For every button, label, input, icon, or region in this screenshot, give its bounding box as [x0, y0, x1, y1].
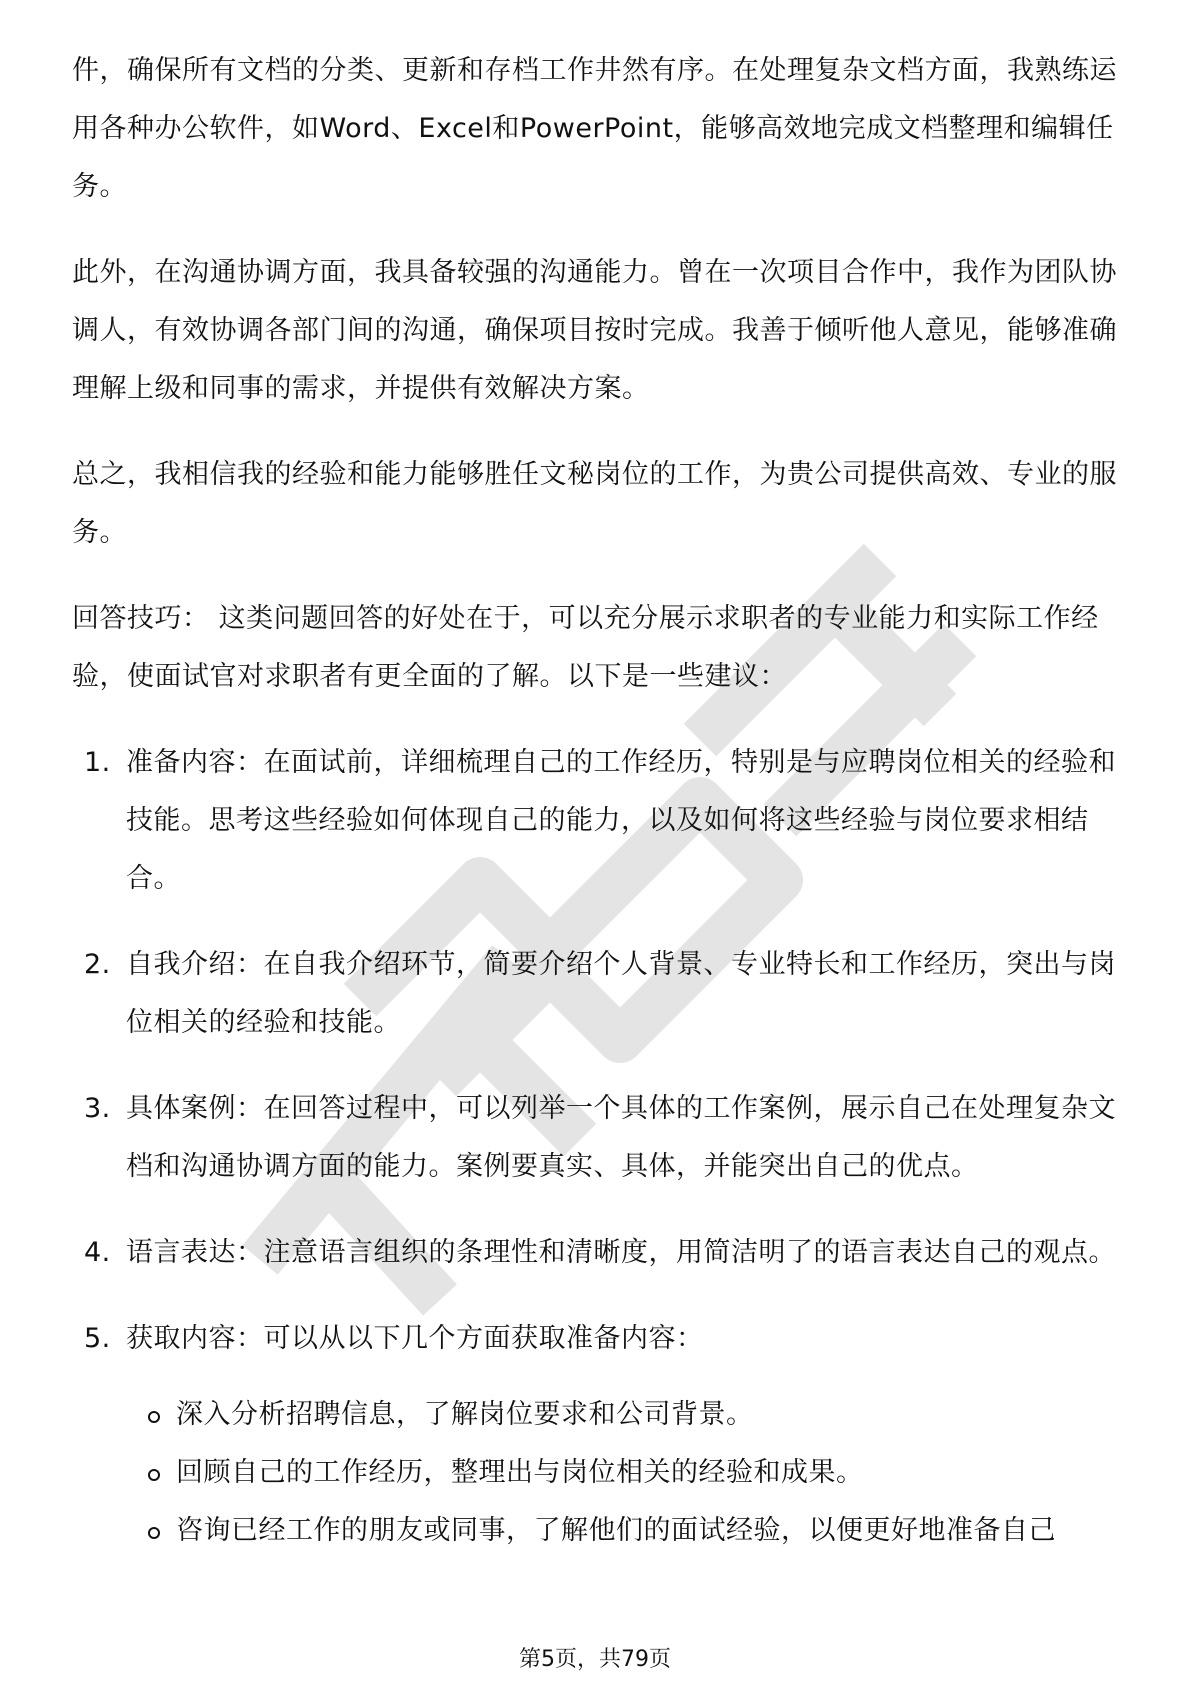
- sub-list-item-text: 深入分析招聘信息，了解岗位要求和公司背景。: [176, 1399, 754, 1430]
- list-item-text: 语言表达：注意语言组织的条理性和清晰度，用简洁明了的语言表达自己的观点。: [126, 1237, 1116, 1268]
- paragraph-document-skills: 件，确保所有文档的分类、更新和存档工作井然有序。在处理复杂文档方面，我熟练运用各种办公软件，如Word、Excel和PowerPoint，能够高效地完成文档整理和编辑任务。: [72, 55, 1117, 202]
- sub-list: [126, 1386, 1132, 1560]
- sub-list-item: [126, 1444, 1132, 1502]
- paragraph-summary: 总之，我相信我的经验和能力能够胜任文秘岗位的工作，为贵公司提供高效、专业的服务。: [72, 459, 1117, 548]
- list-item: [72, 1310, 1132, 1560]
- paragraph-answer-tips: 回答技巧： 这类问题回答的好处在于，可以充分展示求职者的专业能力和实际工作经验，使面试官对求职者有更全面的了解。以下是一些建议：: [72, 603, 1099, 692]
- list-item: [72, 1224, 1132, 1282]
- sub-list-item-text: 咨询已经工作的朋友或同事，了解他们的面试经验，以便更好地准备自己: [176, 1515, 1056, 1546]
- sub-list-item: [126, 1386, 1132, 1444]
- list-item-text: 具体案例：在回答过程中，可以列举一个具体的工作案例，展示自己在处理复杂文档和沟通协调方面的能力。案例要真实、具体，并能突出自己的优点。: [126, 1093, 1116, 1182]
- tips-list: [72, 734, 1132, 1560]
- list-number: 2.: [84, 949, 111, 980]
- list-item-text: 准备内容：在面试前，详细梳理自己的工作经历，特别是与应聘岗位相关的经验和技能。思考这些经验如何体现自己的能力，以及如何将这些经验与岗位要求相结合。: [126, 747, 1116, 894]
- list-number: 4.: [84, 1237, 111, 1268]
- paragraph-communication: 此外，在沟通协调方面，我具备较强的沟通能力。曾在一次项目合作中，我作为团队协调人，有效协调各部门间的沟通，确保项目按时完成。我善于倾听他人意见，能够准确理解上级和同事的需求，并提供有效解决方案。: [72, 257, 1117, 404]
- page-number-footer: 第5页，共79页: [519, 1647, 671, 1672]
- sub-list-item: [126, 1502, 1132, 1560]
- sub-list-item-text: 回顾自己的工作经历，整理出与岗位相关的经验和成果。: [176, 1457, 864, 1488]
- list-item: [72, 734, 1132, 908]
- list-number: 3.: [84, 1093, 111, 1124]
- list-item: [72, 1080, 1132, 1196]
- list-item-text: 自我介绍：在自我介绍环节，简要介绍个人背景、专业特长和工作经历，突出与岗位相关的经验和技能。: [126, 949, 1116, 1038]
- circle-bullet-icon: [148, 1411, 160, 1423]
- list-number: 1.: [84, 747, 111, 778]
- list-number: 5.: [84, 1323, 111, 1354]
- document-page: [72, 42, 1132, 1588]
- list-item-text: 获取内容：可以从以下几个方面获取准备内容：: [126, 1323, 704, 1354]
- list-item: [72, 936, 1132, 1052]
- circle-bullet-icon: [148, 1469, 160, 1481]
- circle-bullet-icon: [148, 1527, 160, 1539]
